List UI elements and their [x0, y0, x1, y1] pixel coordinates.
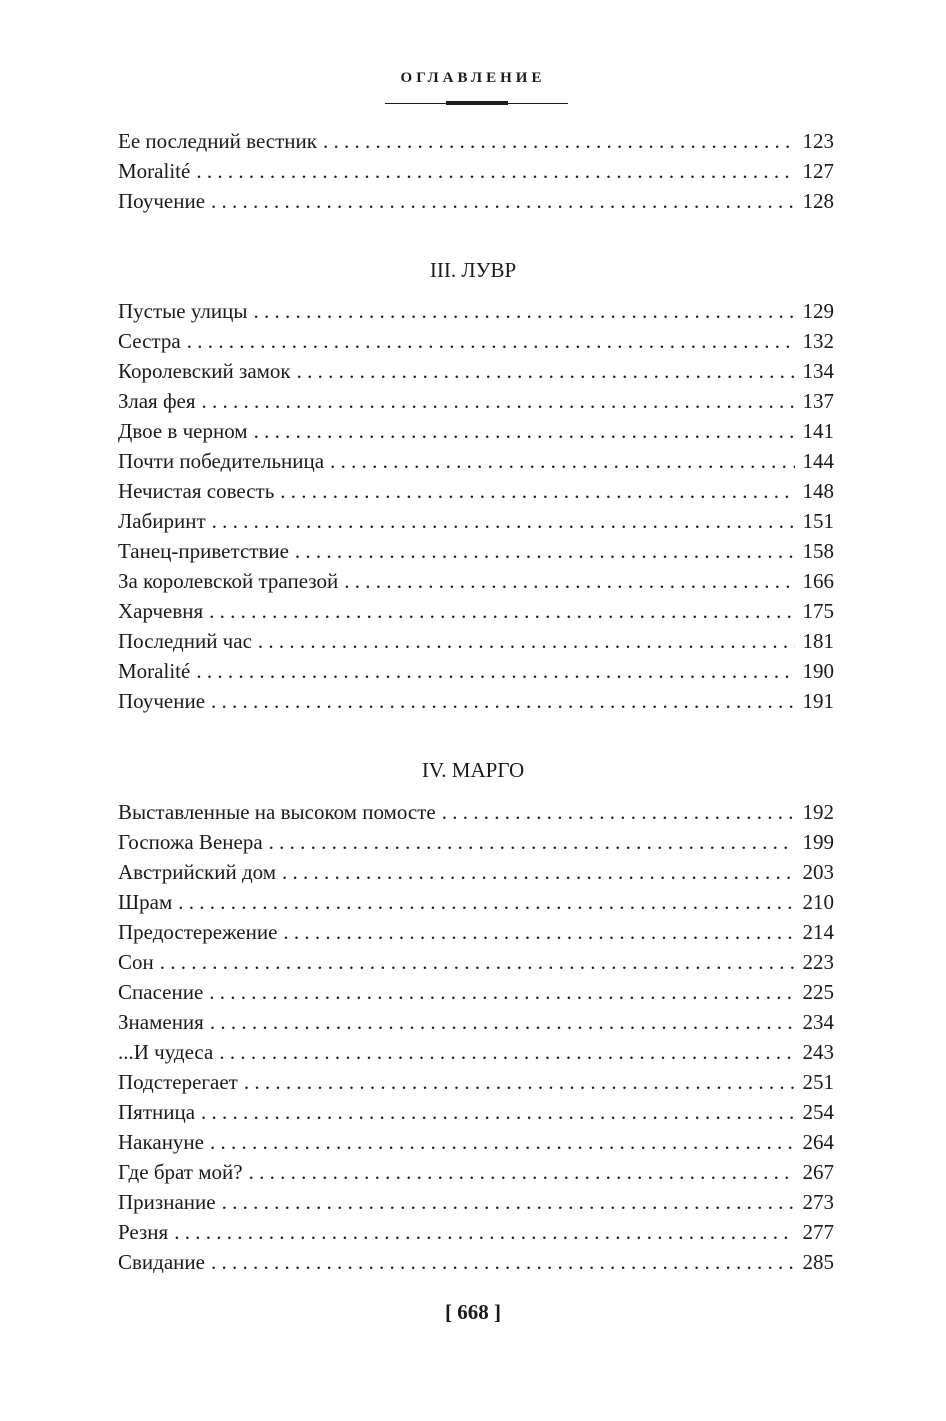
- dot-leader: [210, 1127, 795, 1157]
- toc-entry[interactable]: [118, 827, 834, 857]
- toc-entry[interactable]: [118, 596, 834, 626]
- dot-leader: [323, 126, 795, 156]
- toc-entry[interactable]: [118, 1037, 834, 1067]
- toc-entry-page: 277: [802, 1220, 834, 1244]
- dot-leader: [209, 977, 794, 1007]
- toc-entry-title: Пустые улицы: [118, 299, 248, 323]
- toc-entry[interactable]: [118, 656, 834, 686]
- toc-entry-page: 190: [802, 659, 834, 683]
- toc-entry-title: Свидание: [118, 1250, 205, 1274]
- toc-entry-page: 129: [802, 299, 834, 323]
- toc-entry-title: Злая фея: [118, 389, 196, 413]
- toc-entry-page: 132: [802, 329, 834, 353]
- dot-leader: [254, 416, 795, 446]
- toc-entry-title: Двое в черном: [118, 419, 248, 443]
- toc-entry-title: Сон: [118, 950, 154, 974]
- toc-entry[interactable]: [118, 1067, 834, 1097]
- toc-entry-title: Знамения: [118, 1010, 204, 1034]
- dot-leader: [211, 686, 794, 716]
- toc-entry-title: Пятница: [118, 1100, 196, 1124]
- toc-entry-page: 225: [802, 980, 834, 1004]
- dot-leader: [212, 506, 795, 536]
- dot-leader: [283, 917, 794, 947]
- toc-entry-page: 192: [802, 800, 834, 824]
- toc-entry-page: 273: [802, 1190, 834, 1214]
- dot-leader: [209, 596, 794, 626]
- dot-leader: [344, 566, 794, 596]
- toc-entry-page: 264: [802, 1130, 834, 1154]
- dot-leader: [254, 296, 795, 326]
- toc-entry[interactable]: [118, 857, 834, 887]
- toc-entry[interactable]: [118, 446, 834, 476]
- dot-leader: [196, 156, 794, 186]
- toc-entry-title: Признание: [118, 1190, 216, 1214]
- toc-entry-title: Шрам: [118, 890, 173, 914]
- section-title-part4: IV. МАРГО: [421, 758, 525, 782]
- toc-entry-page: 267: [802, 1160, 834, 1184]
- toc-entry-title: Где брат мой?: [118, 1160, 243, 1184]
- toc-entry-title: Moralité: [118, 159, 191, 183]
- toc-entry-page: 254: [802, 1100, 834, 1124]
- toc-entry-page: 148: [802, 479, 834, 503]
- toc-entry[interactable]: [118, 1187, 834, 1217]
- dot-leader: [178, 887, 794, 917]
- dot-leader: [160, 947, 795, 977]
- toc-entry-title: Выставленные на высоком помосте: [118, 800, 436, 824]
- toc-entry-page: 243: [802, 1040, 834, 1064]
- dot-leader: [269, 827, 795, 857]
- dot-leader: [442, 797, 795, 827]
- toc-entry-title: Нечистая совесть: [118, 479, 275, 503]
- toc-entry-page: 137: [802, 389, 834, 413]
- dot-leader: [202, 386, 795, 416]
- running-header: ОГЛАВЛЕНИЕ: [400, 70, 546, 86]
- toc-entry[interactable]: [118, 416, 834, 446]
- dot-leader: [196, 656, 794, 686]
- toc-entry-title: Харчевня: [118, 599, 204, 623]
- toc-entry[interactable]: [118, 356, 834, 386]
- toc-entry[interactable]: [118, 476, 834, 506]
- toc-entry-page: 123: [802, 129, 834, 153]
- toc-entry-title: Спасение: [118, 980, 204, 1004]
- dot-leader: [174, 1217, 794, 1247]
- toc-entry-title: Накануне: [118, 1130, 204, 1154]
- toc-entry-title: Предостережение: [118, 920, 278, 944]
- dot-leader: [211, 186, 794, 216]
- toc-entry[interactable]: [118, 536, 834, 566]
- toc-entry-page: 166: [802, 569, 834, 593]
- toc-entry-title: Поучение: [118, 189, 206, 213]
- toc-entry-title: Почти победительница: [118, 449, 325, 473]
- toc-entry[interactable]: [118, 386, 834, 416]
- toc-entry-page: 134: [802, 359, 834, 383]
- toc-entry[interactable]: [118, 126, 834, 156]
- dot-leader: [211, 1247, 795, 1277]
- toc-entry-title: Австрийский дом: [118, 860, 277, 884]
- dot-leader: [297, 356, 795, 386]
- toc-entry[interactable]: [118, 917, 834, 947]
- toc-entry[interactable]: [118, 947, 834, 977]
- dot-leader: [210, 1007, 795, 1037]
- toc-entry-page: 223: [802, 950, 834, 974]
- toc-entry[interactable]: [118, 156, 834, 186]
- toc-entry-page: 251: [802, 1070, 834, 1094]
- toc-entry-title: ...И чудеса: [118, 1040, 214, 1064]
- toc-entry[interactable]: [118, 186, 834, 216]
- toc-entry-title: Госпожа Венера: [118, 830, 263, 854]
- toc-entry[interactable]: [118, 296, 834, 326]
- toc-entry[interactable]: [118, 1127, 834, 1157]
- toc-entry-page: 199: [802, 830, 834, 854]
- toc-entry-page: 214: [802, 920, 834, 944]
- toc-entry-title: Лабиринт: [118, 509, 206, 533]
- toc-entry[interactable]: [118, 506, 834, 536]
- toc-entry-page: 158: [802, 539, 834, 563]
- toc-entry-page: 234: [802, 1010, 834, 1034]
- dot-leader: [280, 476, 794, 506]
- toc-entry[interactable]: [118, 1007, 834, 1037]
- toc-entry[interactable]: [118, 1247, 834, 1277]
- dot-leader: [244, 1067, 795, 1097]
- toc-entry-page: 181: [802, 629, 834, 653]
- dot-leader: [295, 536, 795, 566]
- dot-leader: [282, 857, 794, 887]
- toc-entry-page: 141: [802, 419, 834, 443]
- toc-entry[interactable]: [118, 1157, 834, 1187]
- toc-entry[interactable]: [118, 977, 834, 1007]
- toc-entry-page: 203: [802, 860, 834, 884]
- toc-entry-title: Последний час: [118, 629, 252, 653]
- toc-entry-page: 127: [802, 159, 834, 183]
- dot-leader: [219, 1037, 794, 1067]
- dot-leader: [249, 1157, 795, 1187]
- toc-entry[interactable]: [118, 797, 834, 827]
- toc-entry-page: 175: [802, 599, 834, 623]
- toc-entry-title: За королевской трапезой: [118, 569, 339, 593]
- toc-entry[interactable]: [118, 887, 834, 917]
- toc-entry-page: 191: [802, 689, 834, 713]
- toc-entry-page: 144: [802, 449, 834, 473]
- toc-entry-page: 210: [802, 890, 834, 914]
- toc-part4: [118, 797, 834, 1277]
- toc-entry-page: 128: [802, 189, 834, 213]
- toc-entry-page: 151: [802, 509, 834, 533]
- toc-part2-tail: [118, 126, 834, 216]
- section-title-part3: III. ЛУВР: [429, 258, 517, 282]
- toc-entry[interactable]: [118, 626, 834, 656]
- toc-entry[interactable]: [118, 686, 834, 716]
- toc-entry-title: Сестра: [118, 329, 181, 353]
- dot-leader: [222, 1187, 795, 1217]
- dot-leader: [330, 446, 794, 476]
- dot-leader: [201, 1097, 794, 1127]
- toc-entry-title: Ее последний вестник: [118, 129, 317, 153]
- page-number: [ 668 ]: [445, 1300, 501, 1324]
- toc-entry-title: Moralité: [118, 659, 191, 683]
- header-rule-accent: [446, 101, 508, 105]
- toc-entry-title: Подстерегает: [118, 1070, 238, 1094]
- toc-entry[interactable]: [118, 1217, 834, 1247]
- toc-entry-title: Танец-приветствие: [118, 539, 289, 563]
- dot-leader: [258, 626, 795, 656]
- toc-entry-page: 285: [802, 1250, 834, 1274]
- toc-entry[interactable]: [118, 566, 834, 596]
- toc-part3: [118, 296, 834, 716]
- dot-leader: [187, 326, 795, 356]
- toc-entry-title: Резня: [118, 1220, 169, 1244]
- toc-entry[interactable]: [118, 1097, 834, 1127]
- toc-entry-title: Королевский замок: [118, 359, 291, 383]
- toc-entry-title: Поучение: [118, 689, 206, 713]
- toc-entry[interactable]: [118, 326, 834, 356]
